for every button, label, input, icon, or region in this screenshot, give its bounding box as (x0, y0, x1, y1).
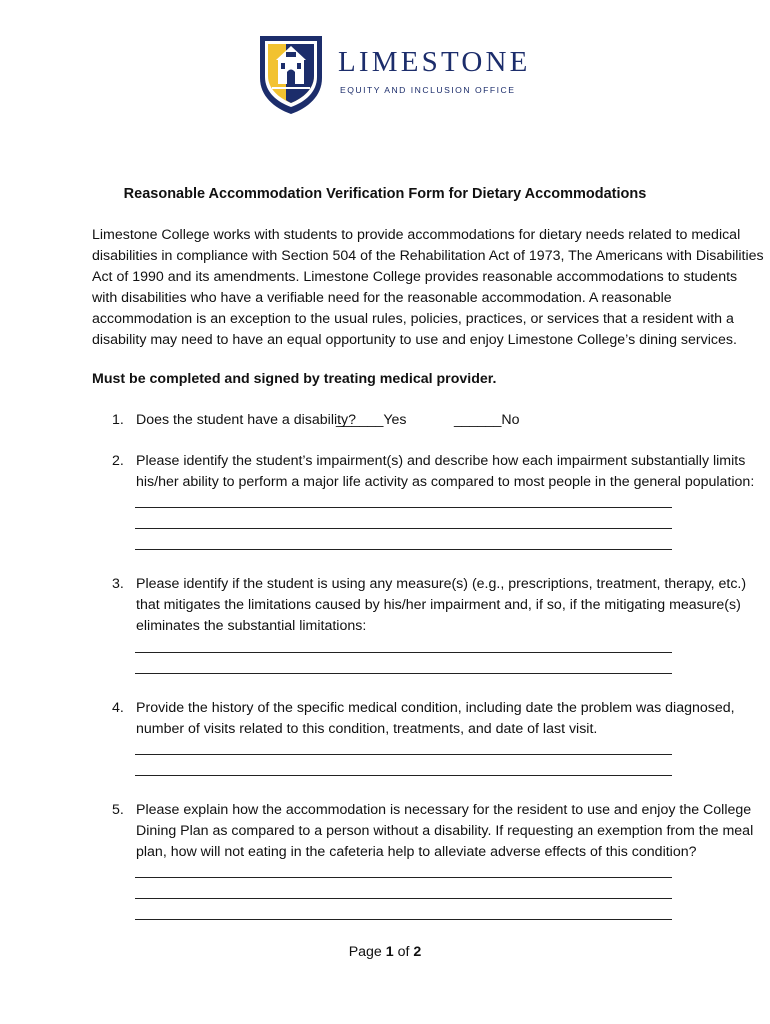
shield-crest-icon (256, 32, 326, 116)
yes-answer-blank[interactable]: ______Yes (336, 412, 407, 428)
question-number: 3. (112, 576, 124, 592)
question-line: number of visits related to this condition, treatments, and date of last visit. (136, 720, 598, 737)
question-text (136, 451, 754, 493)
answer-line[interactable] (135, 898, 672, 899)
answer-line[interactable] (135, 775, 672, 776)
question-number: 4. (112, 700, 124, 716)
question-line: Please identify if the student is using any measure(s) (e.g., prescriptions, treatment, therapy, etc.) (136, 576, 747, 592)
brand-subtitle: EQUITY AND INCLUSION OFFICE (340, 85, 516, 95)
question-line: Dining Plan as compared to a person without a disability. If requesting an exemption from the meal (136, 822, 754, 839)
question-line: eliminates the substantial limitations: (136, 617, 367, 634)
question-line: Please identify the student’s impairment(s) and describe how each impairment substantially limits (136, 453, 746, 469)
intro-line: with disabilities who have a verifiable need for the reasonable accommodation. A reasonable (92, 289, 672, 306)
question-line: that mitigates the limitations caused by his/her impairment and, if so, if the mitigating measure(s) (136, 596, 741, 613)
question-line: Provide the history of the specific medical condition, including date the problem was diagnosed, (136, 700, 735, 716)
answer-line[interactable] (135, 919, 672, 920)
limestone-logo (256, 32, 531, 122)
question-text (136, 800, 753, 863)
question-line: Please explain how the accommodation is necessary for the resident to use and enjoy the College (136, 802, 752, 818)
question-line: his/her ability to perform a major life activity as compared to most people in the general population: (136, 473, 755, 490)
of-word: of (397, 944, 410, 960)
current-page: 1 (385, 944, 394, 960)
question-number: 1. (112, 412, 124, 428)
page-number (0, 944, 770, 960)
intro-line: Limestone College works with students to provide accommodations for dietary needs related to medical (92, 227, 741, 243)
answer-line[interactable] (135, 507, 672, 508)
answer-line[interactable] (135, 673, 672, 674)
answer-line[interactable] (135, 528, 672, 529)
question-text (136, 574, 746, 637)
no-answer-blank[interactable]: ______No (454, 412, 520, 428)
question-number: 5. (112, 802, 124, 818)
intro-paragraph (92, 225, 764, 350)
brand-name: LIMESTONE (338, 46, 531, 78)
question-line: plan, how will not eating in the cafeteria help to alleviate adverse effects of this condition? (136, 843, 697, 860)
total-pages: 2 (413, 944, 422, 960)
intro-line: disability may need to have an equal opportunity to use and enjoy Limestone College’s dining services. (92, 331, 737, 348)
answer-line[interactable] (135, 652, 672, 653)
answer-line[interactable] (135, 754, 672, 755)
form-title: Reasonable Accommodation Verification Form for Dietary Accommodations (123, 186, 647, 202)
question-text (136, 698, 735, 740)
page-word: Page (348, 944, 382, 960)
question-number: 2. (112, 453, 124, 469)
intro-line: accommodation is an exception to the usual rules, policies, practices, or services that a resident with a (92, 310, 734, 327)
intro-line: disabilities in compliance with Section 504 of the Rehabilitation Act of 1973, The Americans with Disabilities (92, 247, 764, 264)
intro-line: Act of 1990 and its amendments. Limestone College provides reasonable accommodations to students (92, 268, 738, 285)
answer-line[interactable] (135, 877, 672, 878)
answer-line[interactable] (135, 549, 672, 550)
provider-instruction: Must be completed and signed by treating medical provider. (92, 371, 497, 387)
question-text: Does the student have a disability? (136, 412, 357, 428)
